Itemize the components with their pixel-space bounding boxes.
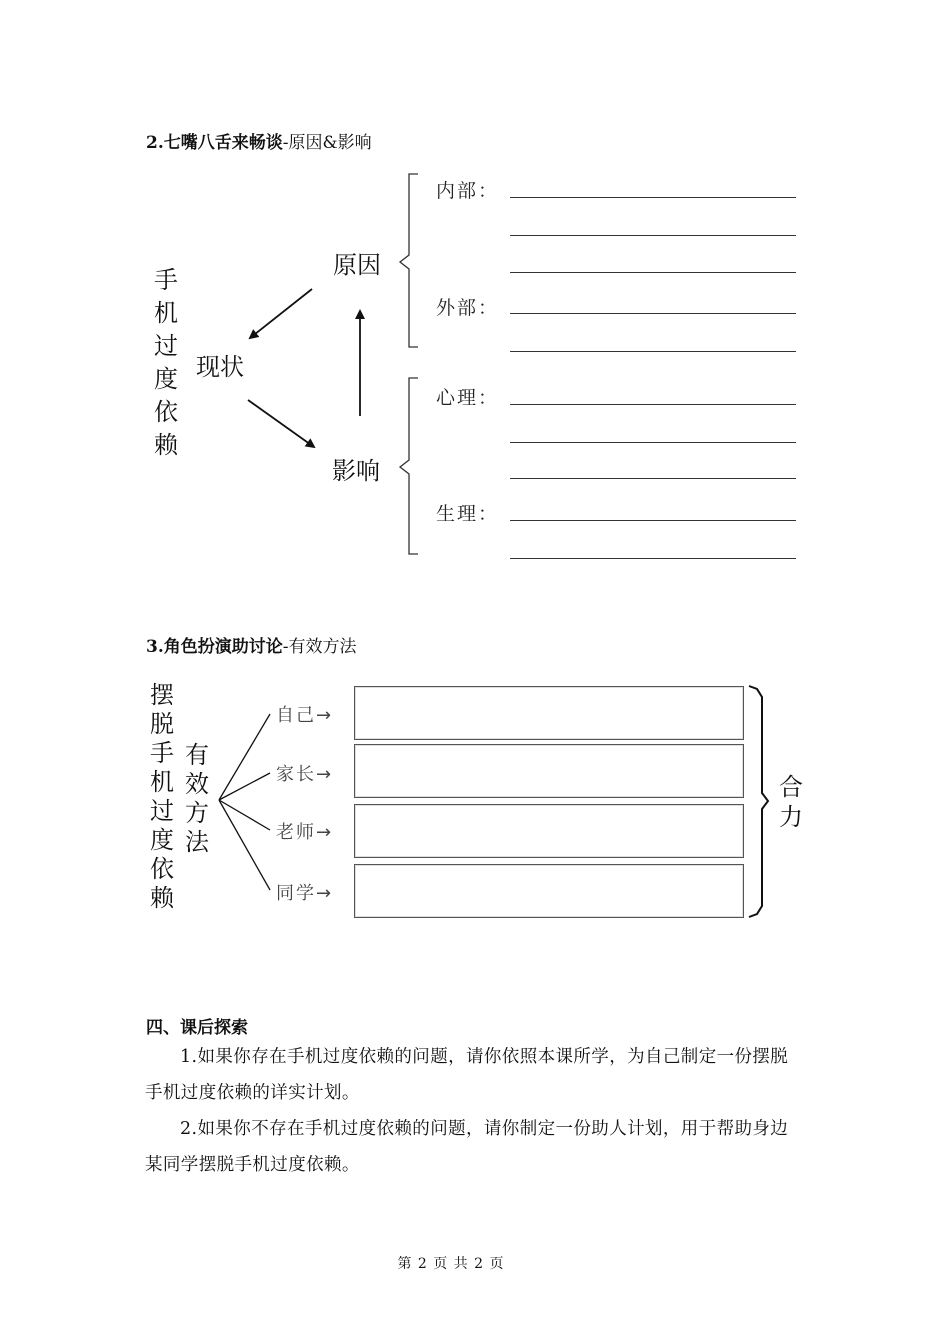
branch-parent-label bbox=[276, 760, 333, 786]
section2-title-sub: -原因&影响 bbox=[282, 133, 372, 153]
joint-brace bbox=[749, 686, 768, 917]
branch-classmate-label bbox=[276, 879, 333, 905]
external-label: 外部： bbox=[436, 297, 500, 319]
section3-title-bold: 3.角色扮演助讨论 bbox=[146, 637, 283, 657]
arrow-right-icon: → bbox=[316, 883, 334, 904]
psychological-label: 心理： bbox=[436, 387, 500, 409]
teacher-method-box[interactable] bbox=[354, 804, 744, 858]
physiological-answer-line-2[interactable] bbox=[510, 558, 796, 559]
branch-self-text: 自己 bbox=[276, 705, 316, 726]
arrow-right-icon: → bbox=[316, 705, 334, 726]
branch-classmate-text: 同学 bbox=[276, 883, 316, 904]
internal-answer-line-3[interactable] bbox=[510, 272, 796, 273]
effect-brace bbox=[400, 378, 418, 554]
cause-brace bbox=[400, 174, 418, 347]
branch-self-label bbox=[276, 701, 333, 727]
cause-label: 原因 bbox=[333, 251, 381, 279]
left-vertical-title: 手机过度依赖 bbox=[154, 266, 178, 459]
section4-heading: 四、课后探索 bbox=[146, 1018, 248, 1038]
external-answer-line-2[interactable] bbox=[510, 351, 796, 352]
physiological-answer-line-1[interactable] bbox=[510, 520, 796, 521]
classmate-method-box[interactable] bbox=[354, 864, 744, 918]
parent-method-box[interactable] bbox=[354, 744, 744, 798]
arrow-right-icon: → bbox=[316, 764, 334, 785]
task-1-paragraph: 1.如果你存在手机过度依赖的问题，请你依照本课所学，为自己制定一份摆脱手机过度依赖的详实计划。 bbox=[145, 1047, 789, 1103]
section3-title-sub: -有效方法 bbox=[282, 637, 357, 657]
external-answer-line-1[interactable] bbox=[510, 313, 796, 314]
physiological-label: 生理： bbox=[436, 503, 500, 525]
section2-title-bold: 2.七嘴八舌来畅谈 bbox=[146, 133, 283, 153]
section3-title bbox=[146, 632, 357, 657]
internal-answer-line-2[interactable] bbox=[510, 235, 796, 236]
psychological-answer-line-1[interactable] bbox=[510, 404, 796, 405]
arrow-status-to-effect bbox=[248, 400, 314, 447]
section4-body bbox=[145, 1039, 805, 1183]
page-footer: 第 2 页 共 2 页 bbox=[397, 1256, 505, 1272]
psychological-answer-line-3[interactable] bbox=[510, 478, 796, 479]
fan-line-teacher bbox=[219, 800, 270, 830]
internal-label: 内部： bbox=[436, 180, 500, 202]
effect-label: 影响 bbox=[332, 457, 380, 485]
joint-effort-label: 合力 bbox=[779, 773, 803, 831]
branch-teacher-label bbox=[276, 818, 333, 844]
arrow-cause-to-status bbox=[250, 289, 312, 338]
self-method-box[interactable] bbox=[354, 686, 744, 740]
escape-dependency-vertical: 摆脱手机过度依赖 bbox=[150, 681, 174, 912]
branch-teacher-text: 老师 bbox=[276, 822, 316, 843]
fan-line-classmate bbox=[219, 800, 270, 890]
branch-parent-text: 家长 bbox=[276, 764, 316, 785]
status-label: 现状 bbox=[196, 353, 244, 381]
arrow-right-icon: → bbox=[316, 822, 334, 843]
internal-answer-line-1[interactable] bbox=[510, 197, 796, 198]
psychological-answer-line-2[interactable] bbox=[510, 442, 796, 443]
effective-methods-vertical: 有效方法 bbox=[185, 741, 209, 856]
task-2-paragraph: 2.如果你不存在手机过度依赖的问题，请你制定一份助人计划，用于帮助身边某同学摆脱手机过度依赖。 bbox=[145, 1119, 789, 1175]
